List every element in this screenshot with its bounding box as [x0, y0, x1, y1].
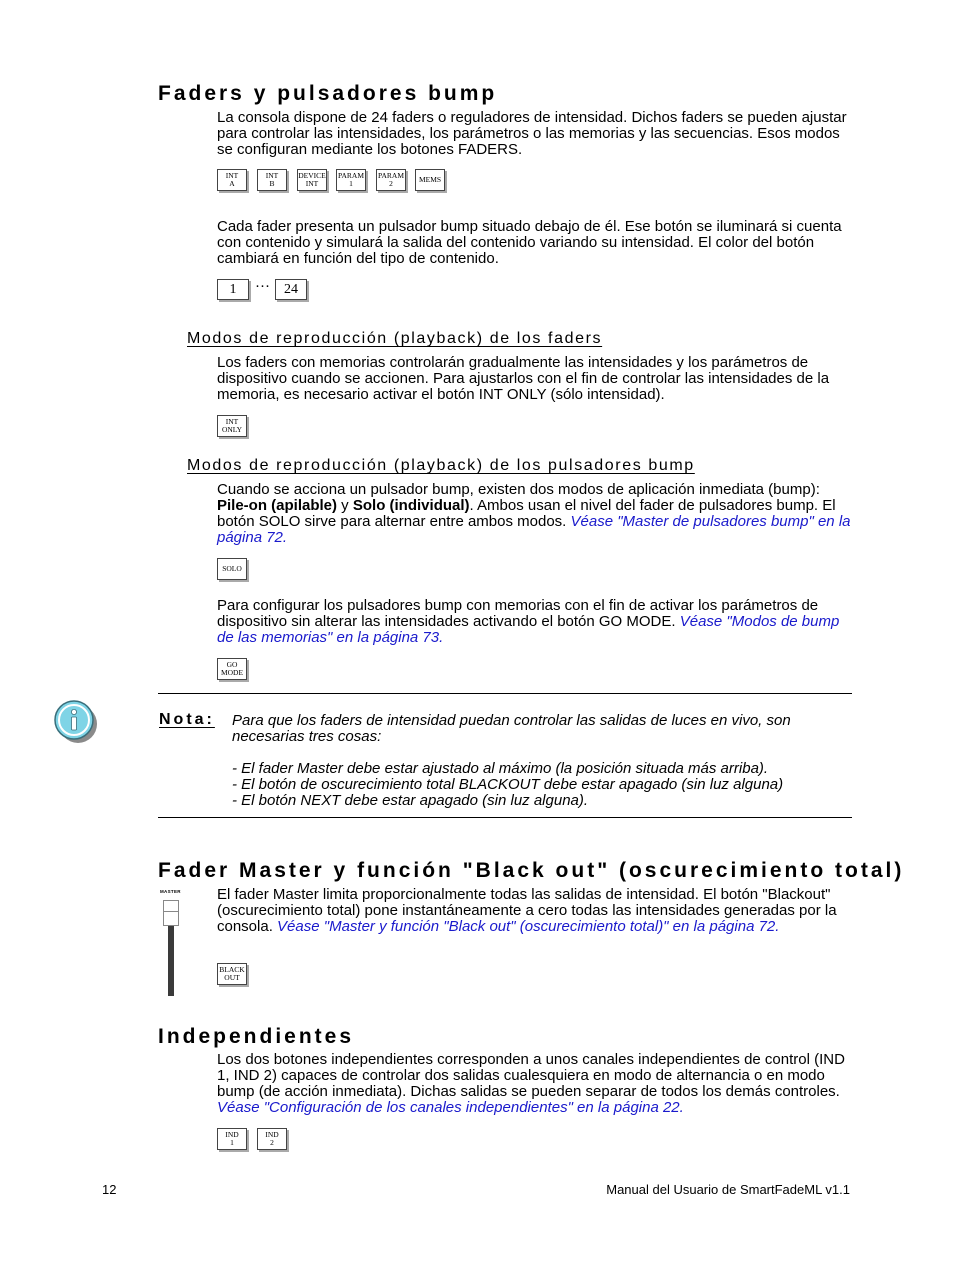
- manual-title: Manual del Usuario de SmartFadeML v1.1: [606, 1182, 850, 1197]
- note-label: Nota:: [159, 711, 215, 728]
- link-bump-memorias[interactable]: Véase "Modos de bump de las memorias" en la página 73.: [217, 613, 840, 646]
- page-number: 12: [102, 1182, 117, 1197]
- playback-bump-paragraph: Cuando se acciona un pulsador bump, existen dos modos de aplicación inmediata (bump): Pile-on (apilable) y Solo (individual). Ambos usan el nivel del fader de pulsadores bump. El botón SOLO sirve para alternar entre ambos modos. Véase "Master de pulsadores bump" en la página 72.: [217, 481, 851, 546]
- ind-1-button[interactable]: IND 1: [217, 1128, 247, 1150]
- section-title-faders: Faders y pulsadores bump: [158, 82, 498, 105]
- bump-button-24[interactable]: 24: [275, 279, 307, 300]
- link-master-bump[interactable]: Véase "Master de pulsadores bump" en la página 72.: [217, 513, 851, 546]
- section-title-master: Fader Master y función "Black out" (oscurecimiento total): [158, 859, 905, 882]
- bump-button-1[interactable]: 1: [217, 279, 249, 300]
- faders-intro-paragraph: La consola dispone de 24 faders o reguladores de intensidad. Dichos faders se pueden ajustar para controlar las intensidades, los parámetros o las memorias y las secuencias. Esos modos se configuran mediante los botones FADERS.: [217, 109, 847, 158]
- note-item: - El botón NEXT debe estar apagado (sin luz alguna).: [232, 792, 589, 809]
- subsection-title-playback-faders: Modos de reproducción (playback) de los faders: [187, 330, 603, 347]
- master-paragraph: El fader Master limita proporcionalmente todas las salidas de intensidad. El botón "Blackout" (oscurecimiento total) pone instantáneamente a cero todas las intensidades generadas por la consola. Véase "Master y función "Black out" (oscurecimiento total)" en la página 72.: [217, 886, 837, 935]
- device-int-button[interactable]: DEVICE INT: [297, 169, 327, 191]
- solo-button[interactable]: SOLO: [217, 558, 247, 580]
- link-master-blackout[interactable]: Véase "Master y función "Black out" (oscurecimiento total)" en la página 72.: [277, 918, 780, 935]
- param-1-button[interactable]: PARAM 1: [336, 169, 366, 191]
- note-item: - El botón de oscurecimiento total BLACKOUT debe estar apagado (sin luz alguna): [232, 776, 784, 793]
- master-fader-knob[interactable]: [163, 900, 179, 926]
- blackout-button[interactable]: BLACK OUT: [217, 963, 247, 985]
- int-b-button[interactable]: INT B: [257, 169, 287, 191]
- note-intro: Para que los faders de intensidad puedan controlar las salidas de luces en vivo, son necesarias tres cosas:: [232, 712, 791, 745]
- int-a-button[interactable]: INT A: [217, 169, 247, 191]
- ellipsis-separator: ···: [255, 279, 270, 295]
- info-icon: [52, 698, 98, 744]
- independientes-paragraph: Los dos botones independientes corresponden a unos canales independientes de control (IND 1, IND 2) capaces de controlar dos salidas cualesquiera en modo de alternancia o en modo bump (de acción inmediata). Dichas salidas se pueden separar de todos los demás controles. Véase "Configuración de los canales independientes" en la página 22.: [217, 1051, 845, 1116]
- note-item: - El fader Master debe estar ajustado al máximo (la posición situada más arriba).: [232, 760, 769, 777]
- ind-2-button[interactable]: IND 2: [257, 1128, 287, 1150]
- go-mode-button[interactable]: GO MODE: [217, 658, 247, 680]
- note-top-rule: [158, 693, 852, 694]
- master-fader-label: MASTER: [160, 889, 181, 894]
- go-mode-paragraph: Para configurar los pulsadores bump con memorias con el fin de activar los parámetros de dispositivo sin alterar las intensidades activando el botón GO MODE. Véase "Modos de bump de las memorias" en la página 73.: [217, 597, 840, 646]
- playback-faders-paragraph: Los faders con memorias controlarán gradualmente las intensidades y los parámetros de dispositivo cuando se accionen. Para ajustarlos con el fin de controlar las intensidades de la memoria, es necesario activar el botón INT ONLY (sólo intensidad).: [217, 354, 830, 403]
- subsection-title-playback-bump: Modos de reproducción (playback) de los pulsadores bump: [187, 457, 695, 474]
- bump-buttons-paragraph: Cada fader presenta un pulsador bump situado debajo de él. Ese botón se iluminará si cuenta con contenido y simulará la salida del contenido variando su intensidad. El color del botón cambiará en función del tipo de contenido.: [217, 218, 842, 267]
- section-title-independientes: Independientes: [158, 1025, 355, 1048]
- mems-button[interactable]: MEMS: [415, 169, 445, 191]
- link-canales-independientes[interactable]: Véase "Configuración de los canales independientes" en la página 22.: [217, 1099, 684, 1116]
- int-only-button[interactable]: INT ONLY: [217, 415, 247, 437]
- master-fader-track[interactable]: [168, 926, 174, 996]
- param-2-button[interactable]: PARAM 2: [376, 169, 406, 191]
- note-bottom-rule: [158, 817, 852, 818]
